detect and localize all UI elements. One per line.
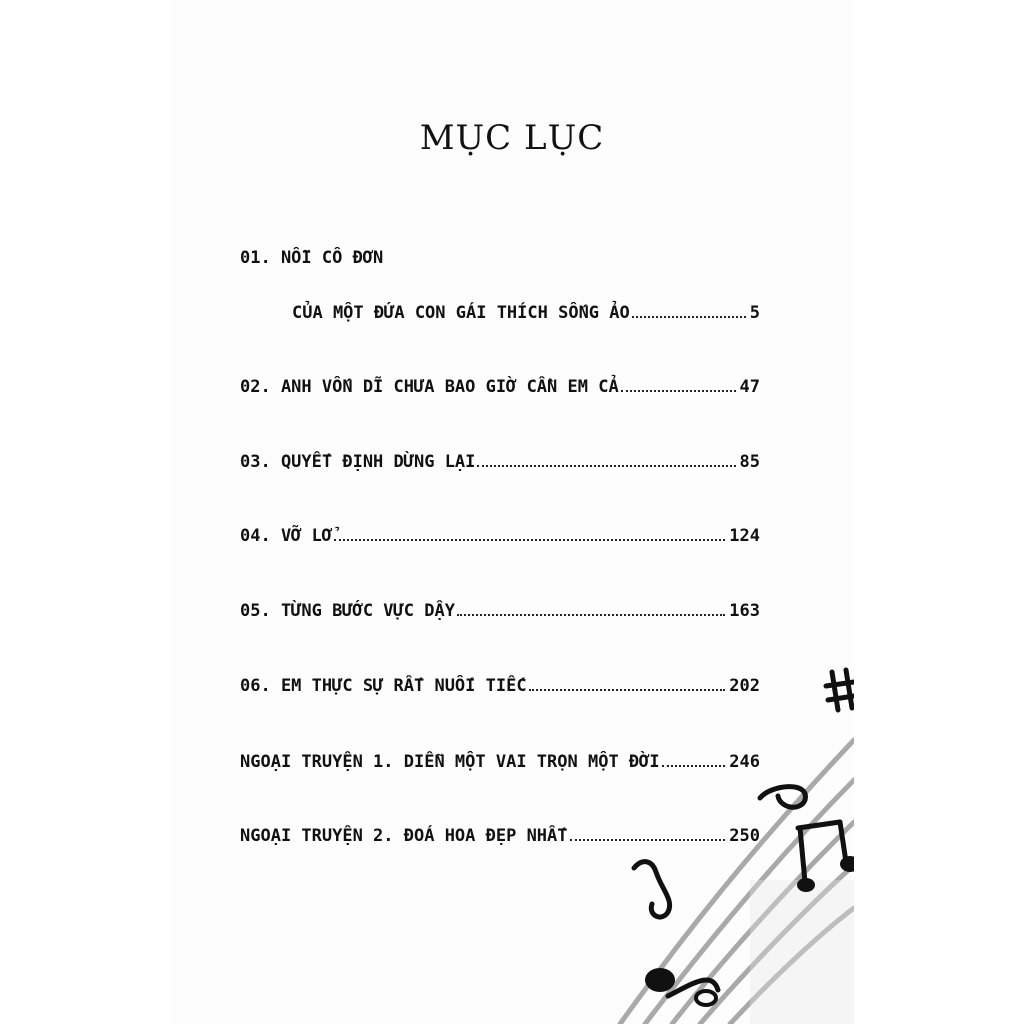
dot-leader (334, 539, 725, 541)
toc-entry-4 (240, 517, 760, 545)
toc-entry-1 (292, 294, 760, 322)
toc-page-number: 246 (729, 752, 760, 772)
dot-leader (621, 390, 736, 392)
toc-entry-1-heading: 01. NỖI CÔ ĐƠN (240, 248, 384, 268)
dot-leader (477, 465, 735, 467)
toc-page-number: 250 (729, 826, 760, 846)
toc-page-number: 85 (739, 452, 760, 472)
toc-entry-label: 06. EM THỰC SỰ RẤT NUỐI TIẾC (240, 676, 527, 696)
page-title: MỤC LỤC (419, 118, 605, 158)
toc-entry-label: CỦA MỘT ĐỨA CON GÁI THÍCH SỐNG ẢO (292, 303, 630, 323)
toc-page-number: 163 (729, 601, 760, 621)
music-notes-staff-icon (600, 650, 854, 1024)
toc-entry-label: NGOẠI TRUYỆN 2. ĐOÁ HOA ĐẸP NHẤT (240, 826, 568, 846)
toc-page-number: 202 (729, 676, 760, 696)
toc-entry-label: 02. ANH VỐN DĨ CHƯA BAO GIỜ CẦN EM CẢ (240, 377, 619, 397)
dot-leader (632, 316, 746, 318)
toc-page-number: 124 (729, 526, 760, 546)
toc-entry-5 (240, 592, 760, 620)
toc-entry-3 (240, 443, 760, 471)
toc-page-number: 5 (749, 303, 760, 323)
toc-entry-2 (240, 368, 760, 396)
toc-entry-label: 05. TỪNG BƯỚC VỰC DẬY (240, 601, 455, 621)
toc-page-number: 47 (739, 377, 760, 397)
toc-entry-label: 04. VỠ LỞ (240, 526, 333, 546)
toc-entry-label: NGOẠI TRUYỆN 1. DIỄN MỘT VAI TRỌN MỘT ĐỜI (240, 752, 660, 772)
dot-leader (457, 614, 725, 616)
toc-entry-label: 03. QUYẾT ĐỊNH DỪNG LẠI (240, 452, 476, 472)
